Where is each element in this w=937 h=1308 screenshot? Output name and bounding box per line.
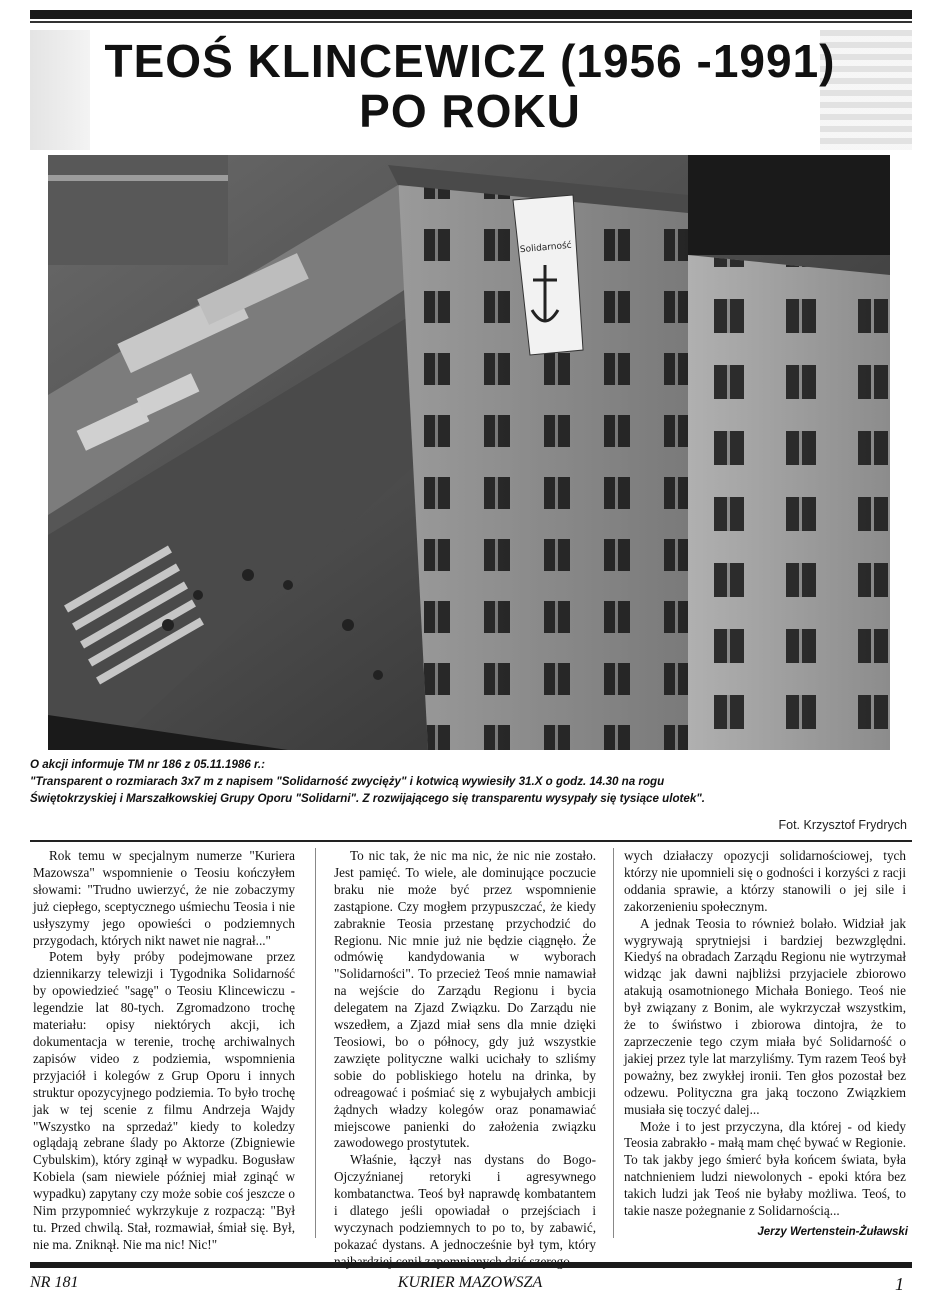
article-author: Jerzy Wertenstein-Żuławski — [757, 1226, 908, 1238]
column-divider — [315, 848, 316, 1238]
caption-line-3: Świętokrzyskiej i Marszałkowskiej Grupy Oporu "Solidarni". Z rozwijającego się transparentu wysypały się tysiące ulotek". — [30, 792, 705, 805]
column-divider — [613, 848, 614, 1238]
bottom-rule — [30, 1262, 912, 1268]
article-column-2 — [334, 848, 596, 1271]
paragraph: Potem były próby podejmowane przez dziennikarzy telewizji i Tygodnika Solidarność by opowiedzieć "sagę" o Teosiu Klincewiczu - legendzie lat 80-tych. Zgromadzono trochę materiału: opisy niektórych akcji, ich dokumentacja w terenie, trochę archiwalnych zapisów video z podziemia, wspomnienia przyjaciół i kolegów z Grup Oporu i innych struktur opozycyjnego podziemia. To było trochę jak w tej scenie z filmu Andrzeja Wajdy "Wszystko na sprzedaż" kiedy to koledzy oglądają zebrane ślady po Aktorze (Zbigniewie Cybulskim), który zginął w wypadku. Bogusław Kobiela (sam niewiele później miał zginąć w wypadku) zapytany czy może sobie coś jeszcze o Nim przypomnieć wykrzykuje z rozpaczą: "Był tu. Przed chwilą. Stał, rozmawiał, śmiał się. Był, nie ma. Zniknął. Nie ma nic! Nic!" — [33, 949, 295, 1252]
caption-line-2: "Transparent o rozmiarach 3x7 m z napisem "Solidarność zwycięży" i kotwicą wywiesiły 31.X o godz. 14.30 na rogu — [30, 775, 665, 788]
headline-line-1: TEOŚ KLINCEWICZ (1956 -1991) — [104, 35, 836, 87]
photo-building-banner — [48, 155, 890, 750]
article-column-3 — [624, 848, 906, 1220]
article-column-1 — [33, 848, 295, 1254]
paragraph: Może i to jest przyczyna, dla której - od kiedy Teosia zabrakło - małą mam chęć bywać w Regionie. To tak jakby jego śmierć była końcem świata, była natchnieniem ludzi niewolonych - epoki która bez takich ludzi jak Teoś nie byłaby możliwa. Teoś, to takie nasze pożegnanie z Solidarnością... — [624, 1118, 906, 1219]
paragraph: Właśnie, łączył nas dystans do Bogo-Ojczyźnianej retoryki i agresywnego kombatanctwa. Teoś był naprawdę kombatantem i dlatego jeśli opowiadał o przejściach i wyczynach podziemnych to po to, by zabawić, pokazać dystans. A jednocześnie był tym, który — [334, 1152, 596, 1252]
top-rule — [30, 10, 912, 19]
top-rule-thin — [30, 21, 912, 23]
paragraph: wych działaczy opozycji solidarnościowej, tych którzy nie upomnieli się o godności i korzyści z racji oddania sprawie, a którzy stanowili o jej sile i zakorzenieniu społecznym. — [624, 848, 906, 914]
paragraph: To nic tak, że nic ma nic, że nic nie zostało. Jest pamięć. To wiele, ale dominujące poczucie braku nie może być przez wspomnienie zastąpione. Czy mogłem przypuszczać, że kiedy zabraknie Teosia przestanę przychodzić do Regionu. Nic mnie już nie będzie ciągnęło. Że odmówię kandydowania w wyborach "Solidarności". To przecież Teoś mnie namawiał na wejście do Zarządu Regionu i bycia delegatem na Zjazd Związku. Do Zarządu nie wszedłem, a Zjazd miał sens dla mnie dzięki Teosiowi, bo o północy, gdy już wszystkie zawzięte polityczne walki ucichały to szliśmy sobie do pobliskiego hotelu na drinka, by odreagować i pośmiać się z wybujałych ambicji żądnych władzy kolegów oraz ponamawiać miejscowe panienki do założenia związku zawodowego prostytutek. — [334, 848, 596, 1151]
publication-name: KURIER MAZOWSZA — [397, 1274, 543, 1291]
photo-caption — [30, 756, 910, 807]
photo-illustration — [48, 155, 890, 750]
page-footer — [30, 1274, 910, 1294]
paragraph: A jednak Teosia to również bolało. Widział jak wygrywają sprytniejsi i bardziej bezwzględni. Kiedyś na obradach Zarządu Regionu nie wytrzymał widząc jak dawni najbliżsi przyjaciele zbiorowo atakują osamotnionego Michała Boniego. Teoś nie był związany z Bonim, ale wykrzyczał wszystkim, że to świństwo i zbiorowa dintojra, że to zaprzeczenie tego czym miała być Solidarność o jakiej przez tyle lat marzyliśmy. Tym razem Teoś był poważny, bez zwykłej ironii. Ten głos pozostał bez odzewu. Polityczna gra jaką toczono Związkiem musiała się toczyć dalej... — [624, 915, 906, 1117]
svg-text:Solidarność: Solidarność — [519, 240, 573, 256]
headline-line-2: PO ROKU — [359, 85, 581, 137]
section-rule — [30, 840, 912, 842]
page-number: 1 — [895, 1274, 904, 1294]
issue-number: NR 181 — [30, 1274, 79, 1291]
paragraph: Rok temu w specjalnym numerze "Kuriera Mazowsza" wspomnienie o Teosiu kończyłem słowami: "Trudno uwierzyć, że nie zobaczymy już ciepłego, sceptycznego uśmiechu Teosia i nie usłyszymy jego opowieści o podziemnych przygodach, których nikt nawet nie nagrał..." — [33, 848, 295, 948]
headline — [40, 36, 900, 136]
photo-credit: Fot. Krzysztof Frydrych — [778, 818, 907, 832]
caption-line-1: O akcji informuje TM nr 186 z 05.11.1986 r.: — [30, 758, 265, 771]
